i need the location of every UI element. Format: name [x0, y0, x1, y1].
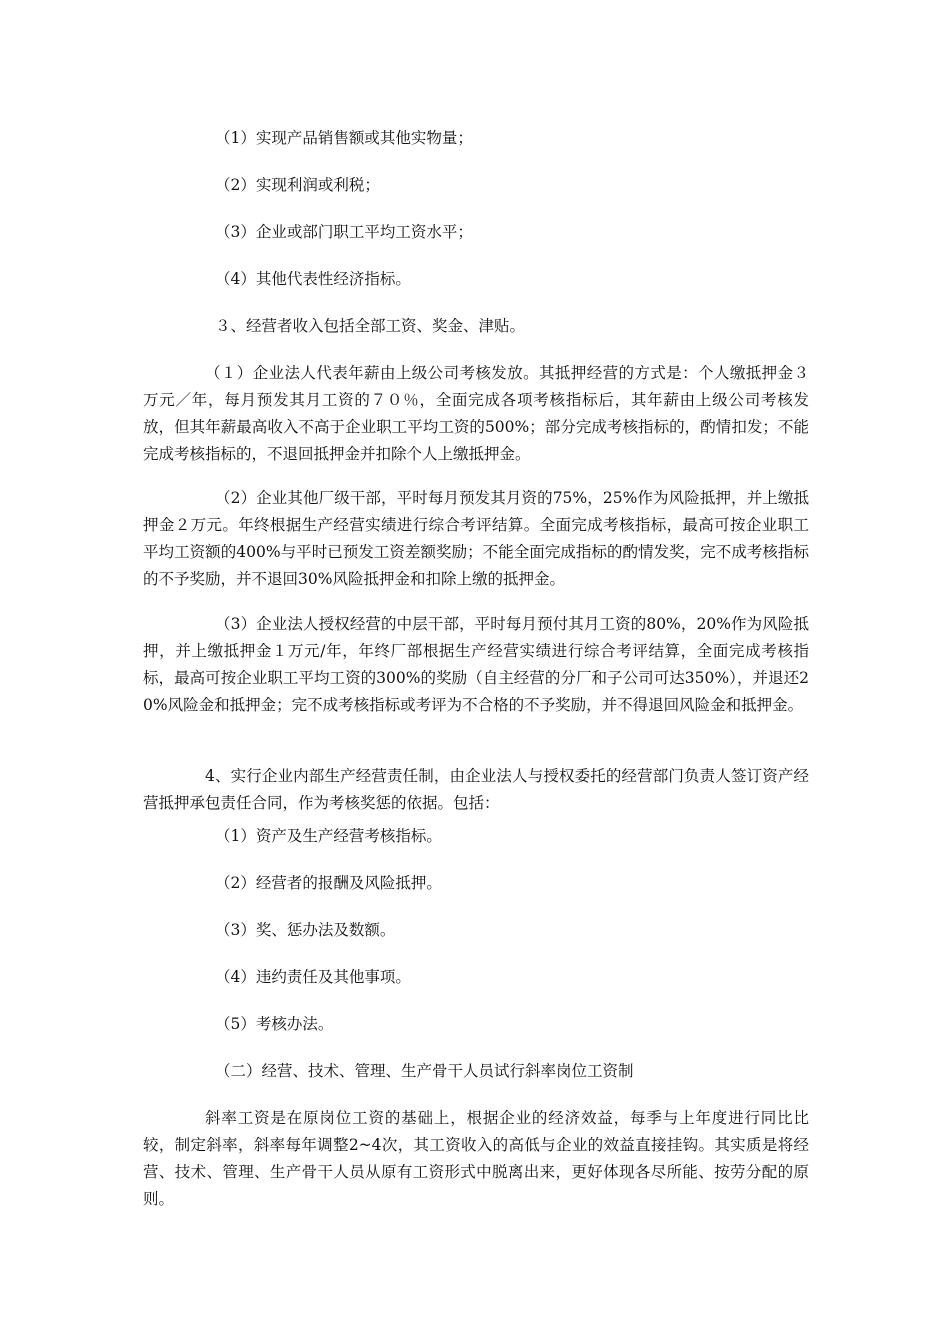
list-item-assets: （1）资产及生产经营考核指标。 [215, 827, 442, 845]
section-heading-income: ３、经营者收入包括全部工资、奖金、津贴。 [215, 317, 526, 335]
paragraph-slope-wage: 斜率工资是在原岗位工资的基础上，根据企业的经济效益，每季与上年度进行同比比较，制定斜率，斜率每年调整2~4次，其工资收入的高低与企业的效益直接挂钩。其实质是将经营、技术、管理、生产骨干人员从原有工资形式中脱离出来，更好体现各尽所能、按劳分配的原则。 [143, 1109, 809, 1208]
list-item-profit: （2）实现利润或利税； [215, 176, 380, 194]
list-item-liability: （4）违约责任及其他事项。 [215, 968, 411, 986]
list-item-rewards: （3）奖、惩办法及数额。 [215, 921, 396, 939]
list-item-assessment: （5）考核办法。 [215, 1015, 334, 1033]
list-item-other-indicators: （4）其他代表性经济指标。 [215, 270, 411, 288]
list-item-sales: （1）实现产品销售额或其他实物量； [215, 129, 473, 147]
paragraph-factory-cadres: （2）企业其他厂级干部，平时每月预发其月资的75%，25%作为风险抵押，并上缴抵押金２万元。年终根据生产经营实绩进行综合考评结算。全面完成考核指标，最高可按企业职工平均工资额的400%与平时已预发工资差额奖励；不能全面完成指标的酌情发奖，完不成考核指标的不予奖励，并不退回30%风险抵押金和扣除上缴的抵押金。 [143, 489, 809, 588]
list-item-wage-level: （3）企业或部门职工平均工资水平； [215, 223, 473, 241]
section-heading-slope-wage: （二）经营、技术、管理、生产骨干人员试行斜率岗位工资制 [215, 1062, 634, 1080]
list-item-remuneration: （2）经营者的报酬及风险抵押。 [215, 874, 442, 892]
paragraph-legal-representative: （１）企业法人代表年薪由上级公司考核发放。其抵押经营的方式是：个人缴抵押金３万元／年，每月预发其月工资的７０％，全面完成各项考核指标后，其年薪由上级公司考核发放，但其年薪最高收入不高于企业职工平均工资的500%；部分完成考核指标的，酌情扣发；不能完成考核指标的，不退回抵押金并扣除个人上缴抵押金。 [143, 364, 809, 463]
paragraph-middle-cadres: （3）企业法人授权经营的中层干部，平时每月预付其月工资的80%，20%作为风险抵押，并上缴抵押金１万元/年，年终厂部根据生产经营实绩进行综合考评结算，全面完成考核指标，最高可按企业职工平均工资的300%的奖励（自主经营的分厂和子公司可达350%），并退还20%风险金和抵押金；完不成考核指标或考评为不合格的不予奖励，并不得退回风险金和抵押金。 [143, 615, 809, 714]
paragraph-responsibility-system: 4、实行企业内部生产经营责任制，由企业法人与授权委托的经营部门负责人签订资产经营抵押承包责任合同，作为考核奖惩的依据。包括： [143, 767, 809, 812]
